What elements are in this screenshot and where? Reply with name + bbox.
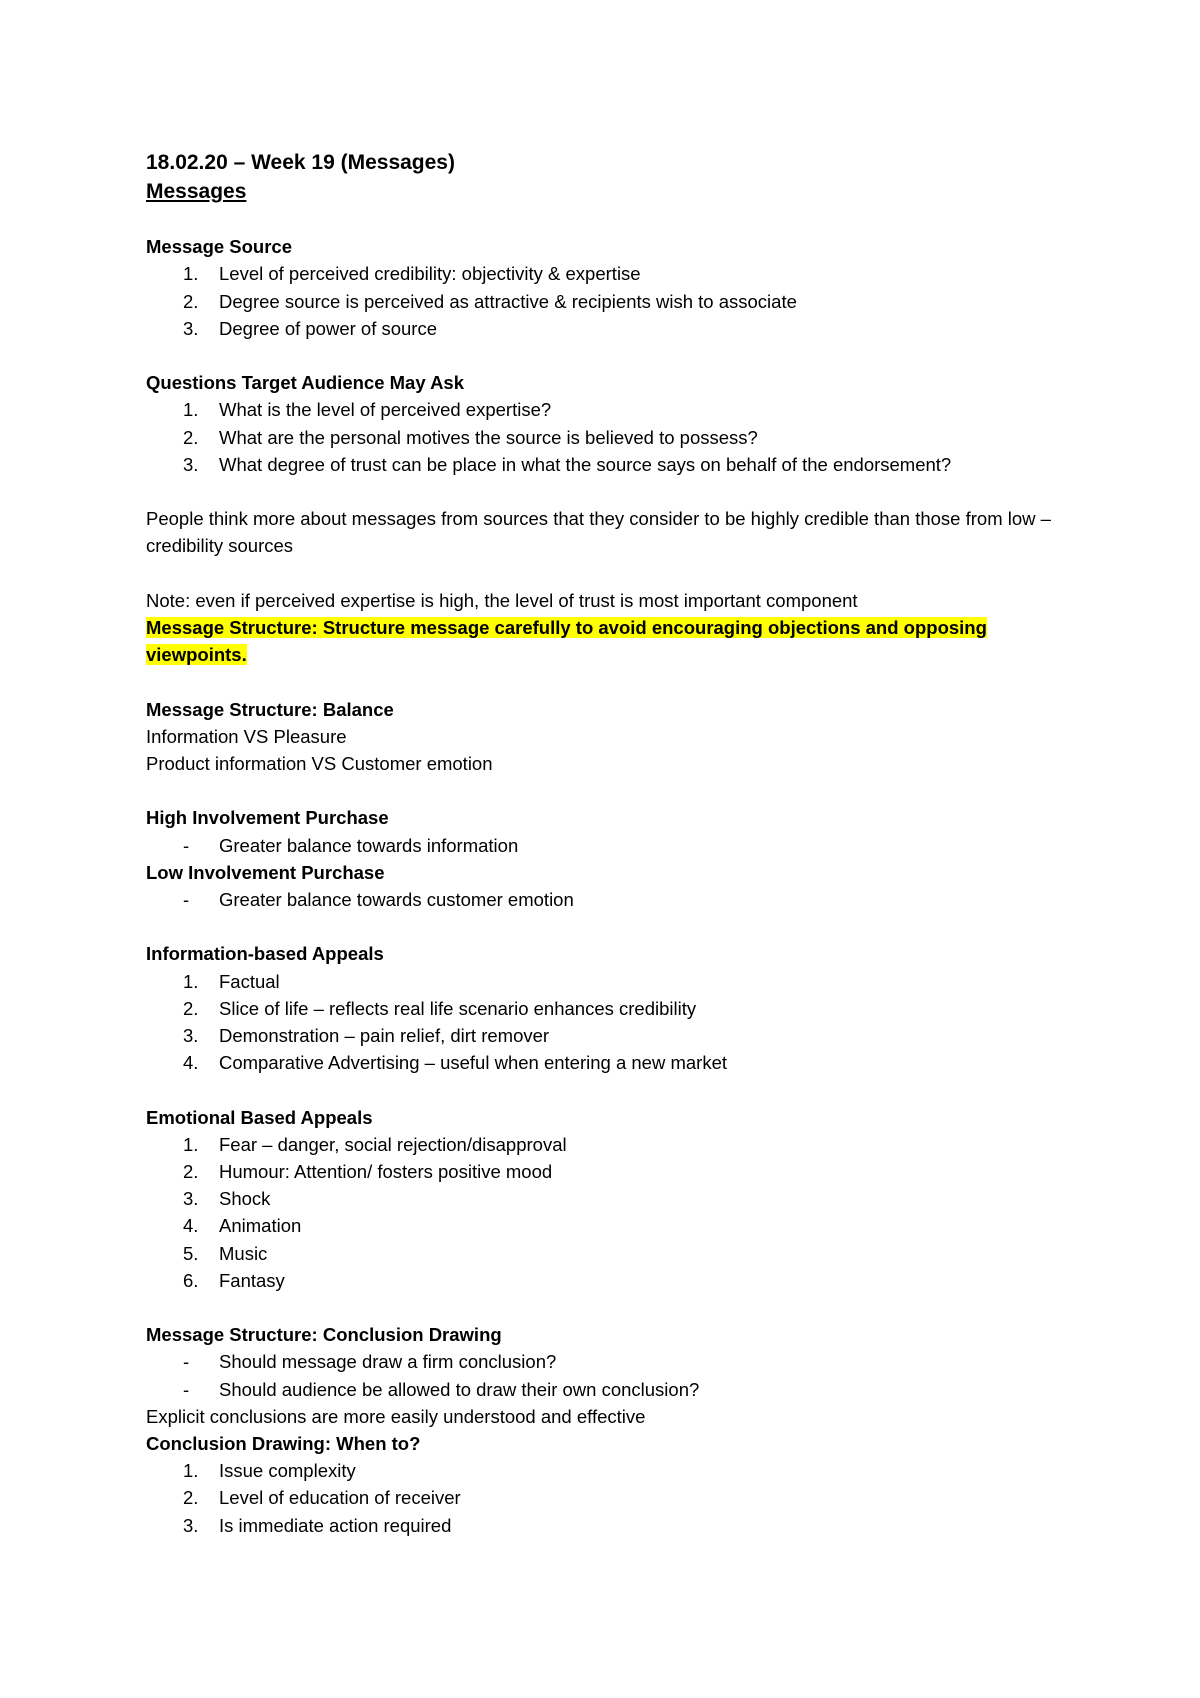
list-item-text: What are the personal motives the source is believed to possess?: [219, 426, 758, 448]
list-dash: -: [183, 1378, 190, 1400]
paragraph-credibility: People think more about messages from sources that they consider to be highly credible than those from low – credibility sources: [146, 508, 1051, 557]
list-item-text: Is immediate action required: [219, 1514, 452, 1536]
list-item: [146, 1158, 1066, 1185]
section-heading-when-to: Conclusion Drawing: When to?: [146, 1433, 421, 1454]
list-dash: -: [183, 1351, 190, 1373]
list-item: [146, 1049, 1066, 1076]
spacer: [146, 478, 1066, 505]
list-number: 1.: [183, 1460, 199, 1482]
spacer: [146, 913, 1066, 940]
document-page: [146, 148, 1066, 1539]
list-item: [146, 1022, 1066, 1049]
section-heading-questions: Questions Target Audience May Ask: [146, 372, 465, 394]
list-number: 2.: [183, 290, 199, 312]
document-title: 18.02.20 – Week 19 (Messages): [146, 151, 455, 174]
list-number: 2.: [183, 997, 199, 1019]
list-number: 3.: [183, 1514, 199, 1536]
highlighted-statement: [146, 614, 1066, 668]
list-item: [146, 886, 1066, 913]
list-item-text: Fantasy: [219, 1269, 285, 1291]
list-number: 3.: [183, 317, 199, 339]
list-item: [146, 1267, 1066, 1294]
list-number: 6.: [183, 1269, 199, 1291]
list-item: [146, 260, 1066, 287]
list-item-text: Shock: [219, 1188, 271, 1210]
list-item-text: Degree source is perceived as attractive & recipients wish to associate: [219, 290, 797, 312]
document-subtitle: Messages: [146, 180, 247, 203]
section-heading-low-involvement: Low Involvement Purchase: [146, 861, 385, 883]
list-number: 2.: [183, 1160, 199, 1182]
conclusion-statement: Explicit conclusions are more easily understood and effective: [146, 1405, 646, 1427]
list-item: [146, 1457, 1066, 1484]
list-item: [146, 1348, 1066, 1375]
list-item: [146, 288, 1066, 315]
section-heading-high-involvement: High Involvement Purchase: [146, 807, 389, 829]
section-heading-information-appeals: Information-based Appeals: [146, 943, 384, 965]
list-item-text: What degree of trust can be place in what the source says on behalf of the endorsement?: [219, 453, 952, 475]
list-item-text: Music: [219, 1242, 268, 1264]
list-number: 3.: [183, 1188, 199, 1210]
spacer: [146, 1076, 1066, 1103]
list-item-text: Demonstration – pain relief, dirt remover: [219, 1024, 550, 1046]
list-number: 2.: [183, 426, 199, 448]
list-item-text: Should audience be allowed to draw their own conclusion?: [219, 1378, 700, 1400]
list-item: [146, 396, 1066, 423]
balance-line: Information VS Pleasure: [146, 725, 347, 747]
list-item-text: What is the level of perceived expertise?: [219, 399, 552, 421]
section-heading-message-source: Message Source: [146, 236, 293, 258]
list-item: [146, 1376, 1066, 1403]
list-dash: -: [183, 834, 190, 856]
list-number: 2.: [183, 1487, 199, 1509]
list-item-text: Level of education of receiver: [219, 1487, 461, 1509]
list-item-text: Greater balance towards customer emotion: [219, 888, 574, 910]
note-text: Note: even if perceived expertise is high, the level of trust is most important component: [146, 589, 858, 611]
section-heading-emotional-appeals: Emotional Based Appeals: [146, 1106, 373, 1128]
list-item: [146, 424, 1066, 451]
spacer: [146, 342, 1066, 369]
list-number: 1.: [183, 399, 199, 421]
list-item: [146, 1512, 1066, 1539]
list-number: 5.: [183, 1242, 199, 1264]
list-item-text: Level of perceived credibility: objectivity & expertise: [219, 263, 641, 285]
list-item: [146, 1131, 1066, 1158]
spacer: [146, 1294, 1066, 1321]
highlight-text: Message Structure: Structure message carefully to avoid encouraging objections and opposing viewpoints.: [146, 616, 987, 666]
section-heading-balance: Message Structure: Balance: [146, 698, 394, 720]
list-item-text: Greater balance towards information: [219, 834, 519, 856]
list-item: [146, 832, 1066, 859]
list-item-text: Should message draw a firm conclusion?: [219, 1351, 557, 1373]
list-number: 4.: [183, 1215, 199, 1237]
list-item: [146, 315, 1066, 342]
list-item-text: Issue complexity: [219, 1460, 356, 1482]
list-item: [146, 1185, 1066, 1212]
list-item-text: Slice of life – reflects real life scenario enhances credibility: [219, 997, 697, 1019]
list-item: [146, 968, 1066, 995]
list-item-text: Fear – danger, social rejection/disapproval: [219, 1133, 567, 1155]
section-heading-conclusion-drawing: Message Structure: Conclusion Drawing: [146, 1324, 502, 1346]
spacer: [146, 560, 1066, 587]
list-number: 1.: [183, 263, 199, 285]
list-item: [146, 1240, 1066, 1267]
list-number: 3.: [183, 453, 199, 475]
spacer: [146, 668, 1066, 695]
list-item: [146, 1212, 1066, 1239]
list-item-text: Humour: Attention/ fosters positive mood: [219, 1160, 553, 1182]
list-item-text: Degree of power of source: [219, 317, 438, 339]
spacer: [146, 777, 1066, 804]
list-number: 4.: [183, 1052, 199, 1074]
list-number: 1.: [183, 1133, 199, 1155]
list-item: [146, 451, 1066, 478]
balance-line: Product information VS Customer emotion: [146, 752, 493, 774]
list-item-text: Animation: [219, 1215, 302, 1237]
spacer: [146, 206, 1066, 233]
list-number: 1.: [183, 970, 199, 992]
list-item-text: Factual: [219, 970, 280, 992]
list-item: [146, 995, 1066, 1022]
list-item: [146, 1484, 1066, 1511]
list-item-text: Comparative Advertising – useful when entering a new market: [219, 1052, 727, 1074]
list-dash: -: [183, 888, 190, 910]
list-number: 3.: [183, 1024, 199, 1046]
